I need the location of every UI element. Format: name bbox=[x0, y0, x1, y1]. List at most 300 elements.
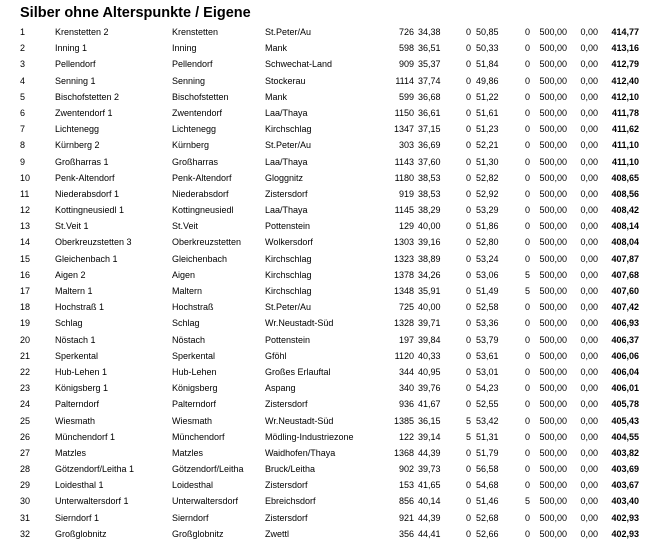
penalty-2-cell: 0 bbox=[524, 366, 530, 377]
time-2-cell: 52,68 bbox=[476, 512, 499, 523]
bonus-points-cell: 0,00 bbox=[580, 237, 598, 248]
penalty-2-cell: 0 bbox=[524, 107, 530, 118]
table-row bbox=[0, 526, 651, 542]
club-cell: Großharras bbox=[172, 156, 219, 167]
penalty-2-cell: 5 bbox=[524, 286, 530, 296]
region-cell: Laa/Thaya bbox=[265, 156, 308, 167]
base-points-cell: 500,00 bbox=[539, 188, 567, 199]
start-number-cell: 303 bbox=[398, 140, 414, 151]
base-points-cell: 500,00 bbox=[539, 366, 567, 377]
bonus-points-cell: 0,00 bbox=[580, 464, 598, 475]
time-2-cell: 52,21 bbox=[476, 140, 499, 151]
penalty-2-cell: 0 bbox=[524, 528, 530, 539]
total-score-cell: 406,37 bbox=[611, 334, 639, 345]
table-row bbox=[0, 413, 651, 429]
club-cell: Sierndorf bbox=[172, 512, 209, 523]
time-1-cell: 40,14 bbox=[418, 496, 441, 507]
base-points-cell: 500,00 bbox=[539, 107, 567, 118]
penalty-2-cell: 5 bbox=[524, 269, 530, 280]
bonus-points-cell: 0,00 bbox=[580, 124, 598, 135]
start-number-cell: 1180 bbox=[394, 172, 414, 183]
team-name-cell: Zwentendorf 1 bbox=[55, 107, 113, 118]
bonus-points-cell: 0,00 bbox=[580, 318, 598, 329]
time-1-cell: 39,71 bbox=[418, 318, 441, 329]
time-1-cell: 39,14 bbox=[418, 431, 441, 442]
team-name-cell: Bischofstetten 2 bbox=[55, 91, 120, 102]
team-name-cell: Großglobnitz bbox=[55, 528, 107, 539]
start-number-cell: 909 bbox=[398, 59, 414, 70]
bonus-points-cell: 0,00 bbox=[580, 27, 598, 37]
base-points-cell: 500,00 bbox=[539, 59, 567, 70]
penalty-1-cell: 0 bbox=[465, 269, 471, 280]
penalty-2-cell: 0 bbox=[524, 334, 530, 345]
penalty-2-cell: 0 bbox=[524, 140, 530, 151]
table-row bbox=[0, 89, 651, 105]
rank-cell: 23 bbox=[20, 383, 31, 394]
bonus-points-cell: 0,00 bbox=[580, 221, 598, 232]
time-2-cell: 53,24 bbox=[476, 253, 499, 264]
page-title: Silber ohne Alterspunkte / Eigene bbox=[20, 5, 251, 21]
team-name-cell: Oberkreuzstetten 3 bbox=[55, 237, 132, 248]
bonus-points-cell: 0,00 bbox=[580, 431, 598, 442]
time-2-cell: 52,55 bbox=[476, 399, 499, 410]
time-2-cell: 51,23 bbox=[476, 124, 499, 135]
penalty-1-cell: 0 bbox=[465, 366, 471, 377]
total-score-cell: 405,43 bbox=[611, 415, 639, 426]
time-1-cell: 38,53 bbox=[418, 172, 441, 183]
rank-cell: 8 bbox=[20, 140, 26, 151]
region-cell: Stockerau bbox=[265, 75, 306, 86]
penalty-2-cell: 0 bbox=[524, 399, 530, 410]
total-score-cell: 413,16 bbox=[611, 43, 639, 54]
club-cell: Unterwaltersdorf bbox=[172, 496, 239, 507]
rank-cell: 4 bbox=[20, 75, 26, 86]
penalty-1-cell: 0 bbox=[465, 221, 471, 232]
team-name-cell: Loidesthal 1 bbox=[55, 480, 104, 491]
penalty-1-cell: 0 bbox=[465, 528, 471, 539]
base-points-cell: 500,00 bbox=[539, 172, 567, 183]
team-name-cell: Hochstraß 1 bbox=[55, 302, 105, 313]
team-name-cell: Gleichenbach 1 bbox=[55, 253, 118, 264]
time-1-cell: 38,89 bbox=[418, 253, 441, 264]
bonus-points-cell: 0,00 bbox=[580, 172, 598, 183]
penalty-2-cell: 0 bbox=[524, 172, 530, 183]
table-row bbox=[0, 332, 651, 348]
penalty-2-cell: 0 bbox=[524, 464, 530, 475]
team-name-cell: Münchendorf 1 bbox=[55, 431, 116, 442]
total-score-cell: 408,14 bbox=[611, 221, 639, 232]
table-row bbox=[0, 170, 651, 186]
bonus-points-cell: 0,00 bbox=[580, 399, 598, 410]
rank-cell: 3 bbox=[20, 59, 26, 70]
rank-cell: 15 bbox=[20, 253, 31, 264]
time-1-cell: 38,53 bbox=[418, 188, 441, 199]
time-1-cell: 37,60 bbox=[418, 156, 441, 167]
total-score-cell: 404,55 bbox=[611, 431, 639, 442]
club-cell: Loidesthal bbox=[172, 480, 214, 491]
time-2-cell: 51,49 bbox=[476, 286, 499, 296]
start-number-cell: 1385 bbox=[393, 415, 414, 426]
club-cell: Krenstetten bbox=[172, 27, 219, 37]
team-name-cell: Krenstetten 2 bbox=[55, 27, 109, 37]
base-points-cell: 500,00 bbox=[539, 237, 567, 248]
total-score-cell: 411,10 bbox=[611, 156, 639, 167]
time-1-cell: 35,37 bbox=[418, 59, 441, 70]
team-name-cell: St.Veit 1 bbox=[55, 221, 89, 232]
table-row bbox=[0, 202, 651, 218]
base-points-cell: 500,00 bbox=[539, 383, 567, 394]
region-cell: St.Peter/Au bbox=[265, 140, 312, 151]
bonus-points-cell: 0,00 bbox=[580, 512, 598, 523]
penalty-1-cell: 0 bbox=[465, 188, 471, 199]
total-score-cell: 402,93 bbox=[611, 512, 639, 523]
penalty-2-cell: 0 bbox=[524, 188, 530, 199]
time-1-cell: 44,39 bbox=[418, 512, 441, 523]
total-score-cell: 412,79 bbox=[611, 59, 639, 70]
penalty-1-cell: 5 bbox=[465, 415, 471, 426]
start-number-cell: 856 bbox=[398, 496, 414, 507]
rank-cell: 30 bbox=[20, 496, 31, 507]
results-table bbox=[0, 24, 651, 542]
penalty-1-cell: 0 bbox=[465, 318, 471, 329]
base-points-cell: 500,00 bbox=[539, 447, 567, 458]
club-cell: Großglobnitz bbox=[172, 528, 224, 539]
time-2-cell: 53,01 bbox=[476, 366, 499, 377]
club-cell: Niederabsdorf bbox=[172, 188, 229, 199]
base-points-cell: 500,00 bbox=[539, 480, 567, 491]
base-points-cell: 500,00 bbox=[539, 302, 567, 313]
club-cell: Königsberg bbox=[172, 383, 218, 394]
table-row bbox=[0, 218, 651, 234]
total-score-cell: 402,93 bbox=[611, 528, 639, 539]
table-row bbox=[0, 299, 651, 315]
bonus-points-cell: 0,00 bbox=[580, 205, 598, 216]
time-1-cell: 37,15 bbox=[418, 124, 441, 135]
team-name-cell: Senning 1 bbox=[55, 75, 96, 86]
base-points-cell: 500,00 bbox=[539, 253, 567, 264]
time-2-cell: 54,68 bbox=[476, 480, 499, 491]
region-cell: Kirchschlag bbox=[265, 286, 312, 296]
time-2-cell: 52,66 bbox=[476, 528, 499, 539]
time-1-cell: 40,00 bbox=[418, 302, 441, 313]
bonus-points-cell: 0,00 bbox=[580, 496, 598, 507]
region-cell: Laa/Thaya bbox=[265, 205, 308, 216]
table-row bbox=[0, 73, 651, 89]
region-cell: Wr.Neustadt-Süd bbox=[265, 415, 334, 426]
team-name-cell: Palterndorf bbox=[55, 399, 100, 410]
rank-cell: 26 bbox=[20, 431, 31, 442]
time-2-cell: 51,46 bbox=[476, 496, 499, 507]
penalty-1-cell: 0 bbox=[465, 253, 471, 264]
rank-cell: 9 bbox=[20, 156, 26, 167]
time-2-cell: 53,61 bbox=[476, 350, 499, 361]
penalty-1-cell: 0 bbox=[465, 172, 471, 183]
penalty-2-cell: 0 bbox=[524, 447, 530, 458]
time-2-cell: 51,30 bbox=[476, 156, 499, 167]
start-number-cell: 1303 bbox=[393, 237, 414, 248]
total-score-cell: 407,42 bbox=[611, 302, 639, 313]
penalty-1-cell: 0 bbox=[465, 496, 471, 507]
penalty-1-cell: 0 bbox=[465, 91, 471, 102]
time-2-cell: 52,58 bbox=[476, 302, 499, 313]
table-row bbox=[0, 493, 651, 509]
region-cell: Schwechat-Land bbox=[265, 59, 333, 70]
team-name-cell: Aigen 2 bbox=[55, 269, 86, 280]
penalty-1-cell: 0 bbox=[465, 27, 471, 37]
penalty-1-cell: 0 bbox=[465, 399, 471, 410]
table-row bbox=[0, 477, 651, 493]
club-cell: Münchendorf bbox=[172, 431, 225, 442]
table-row bbox=[0, 348, 651, 364]
rank-cell: 19 bbox=[20, 318, 31, 329]
total-score-cell: 411,78 bbox=[611, 107, 639, 118]
base-points-cell: 500,00 bbox=[539, 27, 567, 37]
penalty-1-cell: 0 bbox=[465, 107, 471, 118]
start-number-cell: 1347 bbox=[393, 124, 414, 135]
penalty-2-cell: 0 bbox=[524, 480, 530, 491]
start-number-cell: 1120 bbox=[394, 350, 414, 361]
table-row bbox=[0, 154, 651, 170]
rank-cell: 28 bbox=[20, 464, 31, 475]
penalty-2-cell: 0 bbox=[524, 237, 530, 248]
total-score-cell: 406,04 bbox=[611, 366, 639, 377]
total-score-cell: 408,56 bbox=[611, 188, 639, 199]
base-points-cell: 500,00 bbox=[539, 43, 567, 54]
penalty-2-cell: 0 bbox=[524, 415, 530, 426]
rank-cell: 31 bbox=[20, 512, 31, 523]
base-points-cell: 500,00 bbox=[539, 75, 567, 86]
start-number-cell: 921 bbox=[398, 512, 414, 523]
club-cell: St.Veit bbox=[172, 221, 199, 232]
table-row bbox=[0, 24, 651, 40]
base-points-cell: 500,00 bbox=[539, 156, 567, 167]
team-name-cell: Sperkental bbox=[55, 350, 99, 361]
rank-cell: 32 bbox=[20, 528, 31, 539]
start-number-cell: 122 bbox=[398, 431, 414, 442]
start-number-cell: 1348 bbox=[393, 286, 414, 296]
penalty-2-cell: 0 bbox=[524, 383, 530, 394]
time-1-cell: 34,38 bbox=[418, 27, 441, 37]
penalty-1-cell: 0 bbox=[465, 350, 471, 361]
time-1-cell: 39,84 bbox=[418, 334, 441, 345]
table-row bbox=[0, 396, 651, 412]
penalty-2-cell: 0 bbox=[524, 431, 530, 442]
club-cell: Lichtenegg bbox=[172, 124, 217, 135]
time-2-cell: 51,61 bbox=[476, 107, 499, 118]
region-cell: Mödling-Industriezone bbox=[265, 431, 354, 442]
region-cell: Laa/Thaya bbox=[265, 107, 308, 118]
club-cell: Penk-Altendorf bbox=[172, 172, 232, 183]
penalty-1-cell: 0 bbox=[465, 156, 471, 167]
time-1-cell: 39,16 bbox=[418, 237, 441, 248]
time-2-cell: 52,82 bbox=[476, 172, 499, 183]
team-name-cell: Nöstach 1 bbox=[55, 334, 96, 345]
rank-cell: 13 bbox=[20, 221, 31, 232]
club-cell: Nöstach bbox=[172, 334, 206, 345]
region-cell: Mank bbox=[265, 43, 288, 54]
start-number-cell: 356 bbox=[398, 528, 414, 539]
rank-cell: 14 bbox=[20, 237, 31, 248]
bonus-points-cell: 0,00 bbox=[580, 528, 598, 539]
team-name-cell: Penk-Altendorf bbox=[55, 172, 115, 183]
bonus-points-cell: 0,00 bbox=[580, 415, 598, 426]
start-number-cell: 1323 bbox=[393, 253, 414, 264]
region-cell: Aspang bbox=[265, 383, 296, 394]
region-cell: Mank bbox=[265, 91, 288, 102]
time-2-cell: 53,06 bbox=[476, 269, 499, 280]
penalty-2-cell: 0 bbox=[524, 221, 530, 232]
penalty-1-cell: 0 bbox=[465, 383, 471, 394]
rank-cell: 12 bbox=[20, 205, 31, 216]
total-score-cell: 414,77 bbox=[611, 27, 639, 37]
region-cell: Zistersdorf bbox=[265, 512, 308, 523]
total-score-cell: 403,67 bbox=[611, 480, 639, 491]
total-score-cell: 412,40 bbox=[611, 75, 639, 86]
total-score-cell: 411,62 bbox=[611, 124, 639, 135]
time-2-cell: 53,29 bbox=[476, 205, 499, 216]
time-2-cell: 52,92 bbox=[476, 188, 499, 199]
table-row bbox=[0, 283, 651, 299]
base-points-cell: 500,00 bbox=[539, 221, 567, 232]
bonus-points-cell: 0,00 bbox=[580, 366, 598, 377]
base-points-cell: 500,00 bbox=[539, 496, 567, 507]
bonus-points-cell: 0,00 bbox=[580, 447, 598, 458]
penalty-1-cell: 0 bbox=[465, 447, 471, 458]
time-1-cell: 44,39 bbox=[418, 447, 441, 458]
base-points-cell: 500,00 bbox=[539, 124, 567, 135]
club-cell: Götzendorf/Leitha bbox=[172, 464, 244, 475]
club-cell: Inning bbox=[172, 43, 197, 54]
start-number-cell: 1378 bbox=[393, 269, 414, 280]
team-name-cell: Schlag bbox=[55, 318, 83, 329]
club-cell: Hub-Lehen bbox=[172, 366, 217, 377]
team-name-cell: Sierndorf 1 bbox=[55, 512, 100, 523]
penalty-2-cell: 0 bbox=[524, 156, 530, 167]
total-score-cell: 406,06 bbox=[611, 350, 639, 361]
team-name-cell: Wiesmath bbox=[55, 415, 96, 426]
penalty-2-cell: 0 bbox=[524, 75, 530, 86]
penalty-1-cell: 0 bbox=[465, 286, 471, 296]
rank-cell: 20 bbox=[20, 334, 31, 345]
total-score-cell: 406,01 bbox=[611, 383, 639, 394]
penalty-2-cell: 0 bbox=[524, 302, 530, 313]
rank-cell: 21 bbox=[20, 350, 31, 361]
bonus-points-cell: 0,00 bbox=[580, 140, 598, 151]
time-2-cell: 51,84 bbox=[476, 59, 499, 70]
penalty-2-cell: 0 bbox=[524, 43, 530, 54]
bonus-points-cell: 0,00 bbox=[580, 383, 598, 394]
time-2-cell: 51,31 bbox=[476, 431, 499, 442]
club-cell: Hochstraß bbox=[172, 302, 214, 313]
total-score-cell: 407,68 bbox=[611, 269, 639, 280]
penalty-1-cell: 5 bbox=[465, 431, 471, 442]
start-number-cell: 919 bbox=[398, 188, 414, 199]
bonus-points-cell: 0,00 bbox=[580, 350, 598, 361]
table-row bbox=[0, 251, 651, 267]
table-row bbox=[0, 234, 651, 250]
region-cell: Zwettl bbox=[265, 528, 290, 539]
region-cell: Gföhl bbox=[265, 350, 287, 361]
time-1-cell: 40,33 bbox=[418, 350, 441, 361]
start-number-cell: 1328 bbox=[393, 318, 414, 329]
rank-cell: 18 bbox=[20, 302, 31, 313]
region-cell: Waidhofen/Thaya bbox=[265, 447, 336, 458]
base-points-cell: 500,00 bbox=[539, 286, 567, 296]
penalty-1-cell: 0 bbox=[465, 140, 471, 151]
time-1-cell: 39,76 bbox=[418, 383, 441, 394]
base-points-cell: 500,00 bbox=[539, 269, 567, 280]
time-2-cell: 53,36 bbox=[476, 318, 499, 329]
table-row bbox=[0, 56, 651, 72]
start-number-cell: 726 bbox=[398, 27, 414, 37]
base-points-cell: 500,00 bbox=[539, 415, 567, 426]
start-number-cell: 599 bbox=[398, 91, 414, 102]
team-name-cell: Lichtenegg bbox=[55, 124, 100, 135]
penalty-2-cell: 0 bbox=[524, 253, 530, 264]
total-score-cell: 403,82 bbox=[611, 447, 639, 458]
club-cell: Oberkreuzstetten bbox=[172, 237, 242, 248]
penalty-1-cell: 0 bbox=[465, 512, 471, 523]
start-number-cell: 1143 bbox=[394, 156, 414, 167]
time-1-cell: 39,73 bbox=[418, 464, 441, 475]
bonus-points-cell: 0,00 bbox=[580, 334, 598, 345]
time-2-cell: 56,58 bbox=[476, 464, 499, 475]
club-cell: Schlag bbox=[172, 318, 200, 329]
club-cell: Gleichenbach bbox=[172, 253, 228, 264]
rank-cell: 6 bbox=[20, 107, 26, 118]
time-1-cell: 40,00 bbox=[418, 221, 441, 232]
team-name-cell: Kürnberg 2 bbox=[55, 140, 100, 151]
region-cell: Pottenstein bbox=[265, 334, 311, 345]
penalty-2-cell: 0 bbox=[524, 91, 530, 102]
bonus-points-cell: 0,00 bbox=[580, 75, 598, 86]
rank-cell: 1 bbox=[20, 27, 26, 37]
base-points-cell: 500,00 bbox=[539, 91, 567, 102]
bonus-points-cell: 0,00 bbox=[580, 59, 598, 70]
base-points-cell: 500,00 bbox=[539, 334, 567, 345]
time-1-cell: 36,61 bbox=[418, 107, 441, 118]
region-cell: Gloggnitz bbox=[265, 172, 304, 183]
rank-cell: 29 bbox=[20, 480, 31, 491]
start-number-cell: 936 bbox=[398, 399, 414, 410]
club-cell: Pellendorf bbox=[172, 59, 213, 70]
time-1-cell: 36,15 bbox=[418, 415, 441, 426]
table-row bbox=[0, 380, 651, 396]
team-name-cell: Großharras 1 bbox=[55, 156, 109, 167]
region-cell: Wr.Neustadt-Süd bbox=[265, 318, 334, 329]
base-points-cell: 500,00 bbox=[539, 528, 567, 539]
time-1-cell: 35,91 bbox=[418, 286, 441, 296]
bonus-points-cell: 0,00 bbox=[580, 480, 598, 491]
rank-cell: 7 bbox=[20, 124, 26, 135]
base-points-cell: 500,00 bbox=[539, 140, 567, 151]
penalty-2-cell: 0 bbox=[524, 318, 530, 329]
base-points-cell: 500,00 bbox=[539, 464, 567, 475]
time-2-cell: 50,33 bbox=[476, 43, 499, 54]
time-1-cell: 36,69 bbox=[418, 140, 441, 151]
start-number-cell: 1150 bbox=[394, 107, 414, 118]
club-cell: Wiesmath bbox=[172, 415, 213, 426]
penalty-1-cell: 0 bbox=[465, 124, 471, 135]
table-row bbox=[0, 186, 651, 202]
table-row bbox=[0, 429, 651, 445]
total-score-cell: 406,93 bbox=[611, 318, 639, 329]
time-2-cell: 52,80 bbox=[476, 237, 499, 248]
start-number-cell: 902 bbox=[398, 464, 414, 475]
rank-cell: 10 bbox=[20, 172, 31, 183]
penalty-1-cell: 0 bbox=[465, 302, 471, 313]
start-number-cell: 1114 bbox=[395, 75, 414, 86]
